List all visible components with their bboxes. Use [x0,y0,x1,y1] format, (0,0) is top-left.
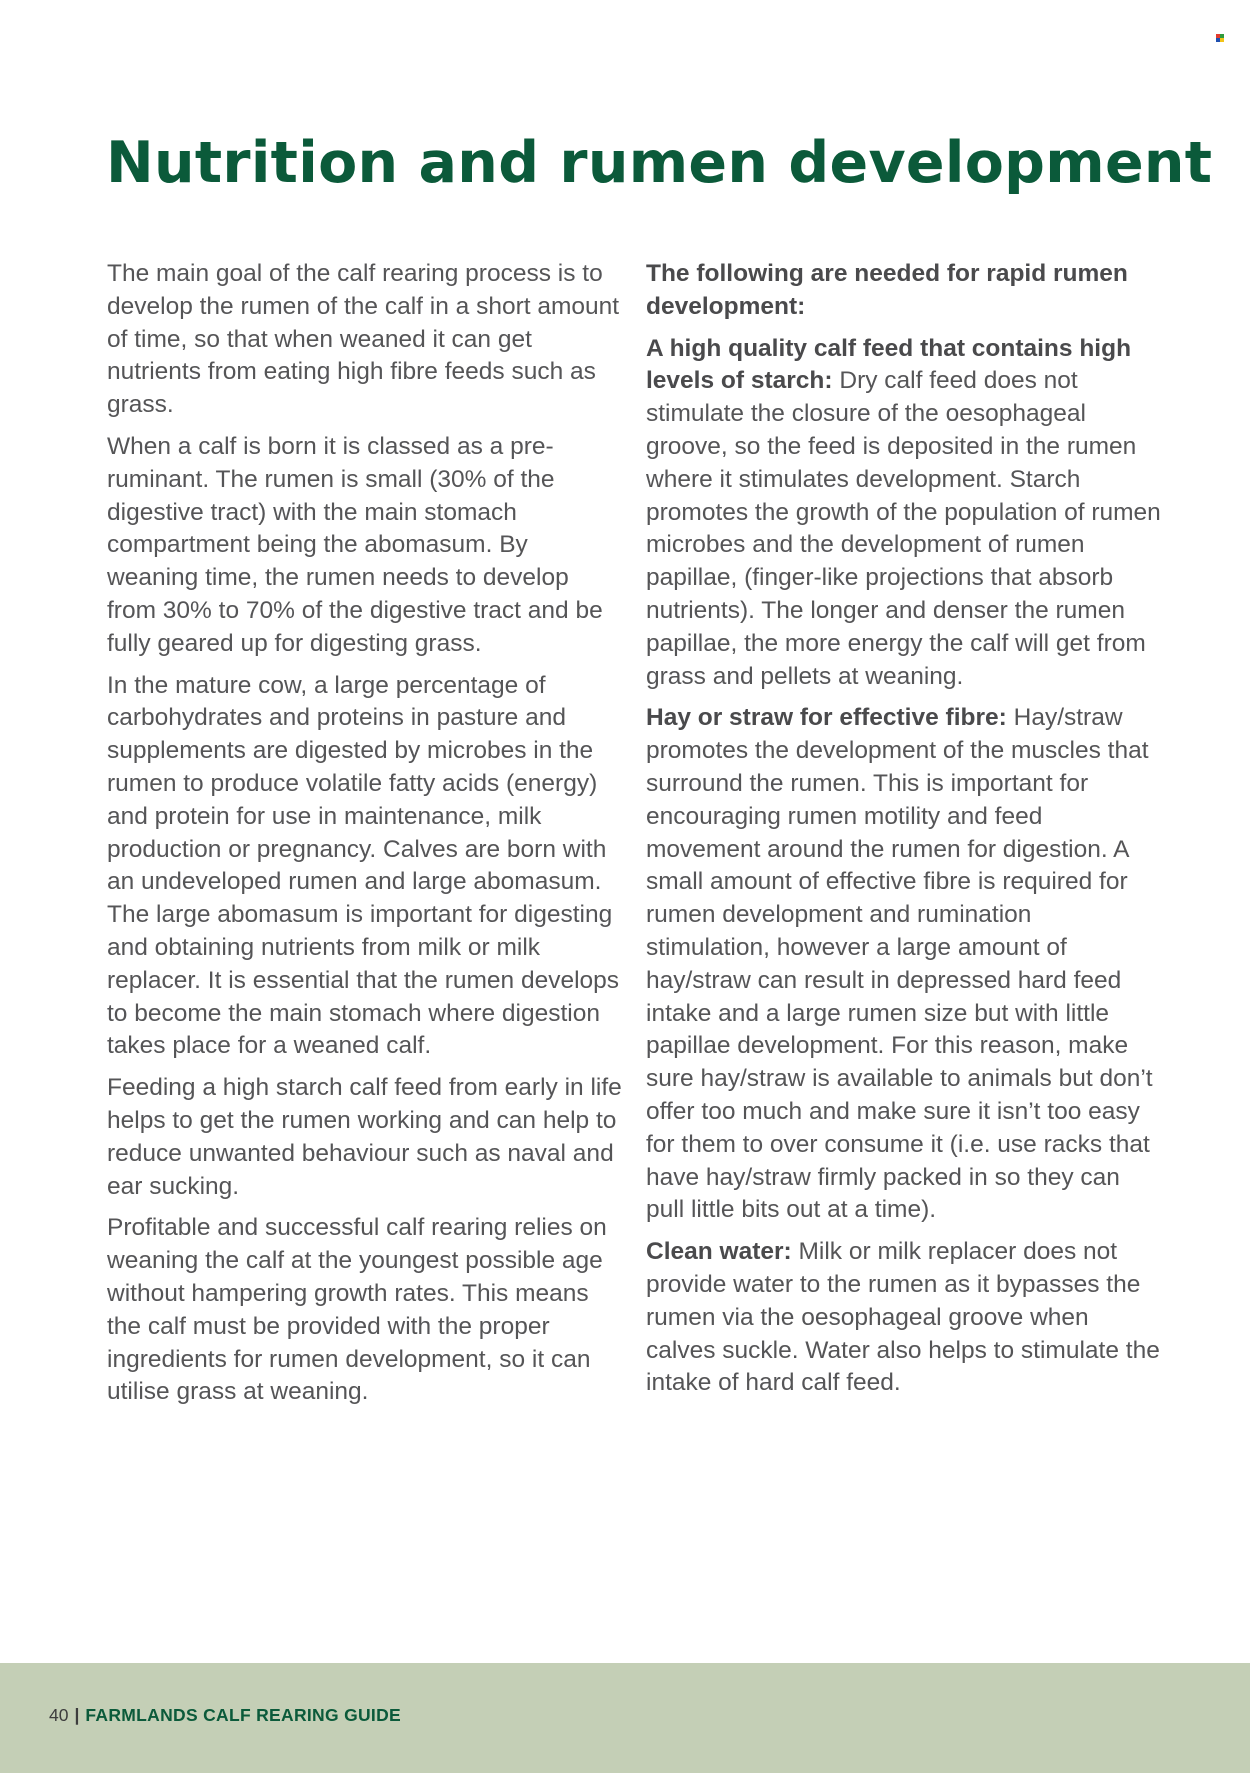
paragraph-mature-cow: In the mature cow, a large percentage of carbohydrates and proteins in pasture and supplements are digested by microbes in the rumen to produce volatile fatty acids (energy) and protein for use in maintenance, milk production or pregnancy. Calves are born with an undeveloped rumen and large abomasum. The large abomasum is important for digesting and obtaining nutrients from milk or milk replacer. It is essential that the rumen develops to become the main stomach where digestion takes place for a weaned calf. [107,671,620,1060]
requirement-fibre [646,702,1161,1227]
color-registration-mark [1216,34,1224,42]
requirement-label: Clean water: [646,1238,792,1266]
requirement-label: Hay or straw for effective fibre: [646,704,1007,732]
footer [49,1704,401,1726]
requirement-label: A high quality calf feed that contains high levels of starch: [646,334,1132,395]
left-column [107,258,622,1418]
page-title: Nutrition and rumen development [106,130,1213,196]
requirement-water [646,1236,1161,1400]
footer-separator: | [74,1705,80,1725]
requirement-text: Milk or milk replacer does not provide water to the rumen as it bypasses the rumen via the oesophageal groove when calves suckle. Water also helps to stimulate the intake of hard calf feed. [646,1238,1160,1397]
requirement-calf-feed [646,333,1161,694]
paragraph-high-starch: Feeding a high starch calf feed from early in life helps to get the rumen working and can help to reduce unwanted behaviour such as naval and ear sucking. [107,1074,622,1200]
right-column [646,258,1161,1409]
guide-title: FARMLANDS CALF REARING GUIDE [85,1705,401,1725]
requirement-text: Hay/straw promotes the development of the muscles that surround the rumen. This is important for encouraging rumen motility and feed movement around the rumen for digestion. A small amount of effective fibre is required for rumen development and rumination stimulation, however a large amount of hay/straw can result in depressed hard feed intake and a large rumen size but with little papillae development. For this reason, make sure hay/straw is available to animals but don’t offer too much and make sure it isn’t too easy for them to over consume it (i.e. use racks that have hay/straw firmly packed in so they can pull little bits out at a time). [646,704,1153,1224]
paragraph-intro: The main goal of the calf rearing process is to develop the rumen of the calf in a short amount of time, so that when weaned it can get nutrients from eating high fibre feeds such as grass. [107,260,620,419]
requirements-heading: The following are needed for rapid rumen development: [646,260,1128,320]
page-number: 40 [49,1705,69,1725]
requirement-text: Dry calf feed does not stimulate the closure of the oesophageal groove, so the feed is deposited in the rumen where it stimulates development. Starch promotes the growth of the population of rumen microbes and the development of rumen papillae, (finger-like projections that absorb nutrients). The longer and denser the rumen papillae, the more energy the calf will get from grass and pellets at weaning. [646,367,1161,690]
paragraph-pre-ruminant: When a calf is born it is classed as a pre-ruminant. The rumen is small (30% of the digestive tract) with the main stomach compartment being the abomasum. By weaning time, the rumen needs to develop from 30% to 70% of the digestive tract and be fully geared up for digesting grass. [107,432,603,657]
paragraph-weaning: Profitable and successful calf rearing relies on weaning the calf at the youngest possible age without hampering growth rates. This means the calf must be provided with the proper ingredients for rumen development, so it can utilise grass at weaning. [107,1214,607,1406]
